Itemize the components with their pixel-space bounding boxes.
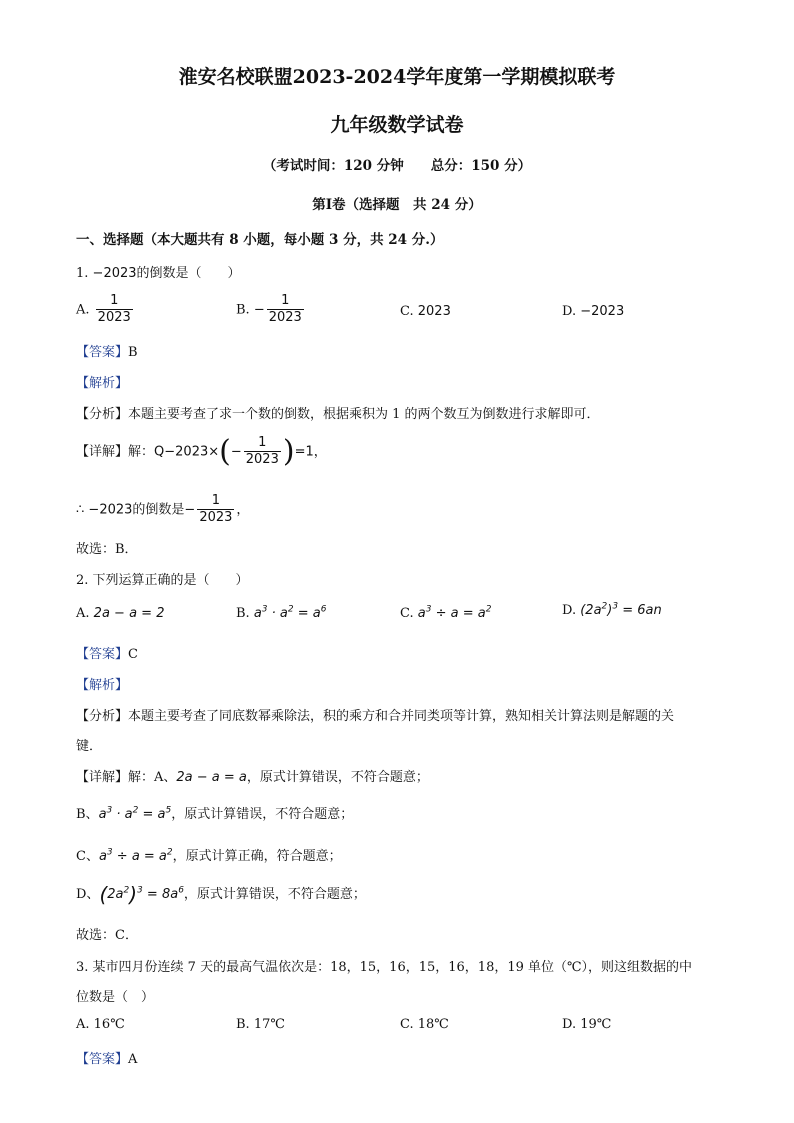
question-expr: −2023 <box>92 266 137 281</box>
q1-option-c <box>400 304 451 319</box>
expr: $a^3 \cdot a^2 = a^5$ <box>98 805 172 822</box>
q1-option-d <box>562 304 624 319</box>
denominator: 2023 <box>97 309 131 325</box>
answer-tag: 【答案】 <box>76 647 129 662</box>
exam-subtitle: 九年级数学试卷 <box>330 114 464 136</box>
q1-analysis-tag: 【解析】 <box>76 376 129 391</box>
q2-option-a <box>76 606 164 621</box>
question-text: 的倒数是（ ） <box>136 266 241 281</box>
question-1-stem <box>76 262 241 281</box>
therefore-symbol: ∴ <box>76 502 85 518</box>
q1-option-a <box>76 294 135 326</box>
q3-option-c: C. 18℃ <box>400 1017 449 1032</box>
option-expr: 2a − a = 2 <box>93 606 165 621</box>
answer-value: B <box>128 345 138 360</box>
numerator: 1 <box>281 293 290 308</box>
section-heading: 一、选择题（本大题共有 8 小题，每小题 3 分，共 24 分.） <box>76 232 444 248</box>
minus-sign: − <box>253 302 265 318</box>
option-label: A. <box>76 606 90 621</box>
q1-fenxi <box>76 403 600 422</box>
expr-left: −2023× <box>164 444 220 460</box>
fenxi-text: 本题主要考查了同底数幂乘除法，积的乘方和合并同类项等计算，熟知相关计算法则是解题的关 <box>128 709 675 724</box>
answer-tag: 【答案】 <box>76 1052 129 1067</box>
minus-sign: − <box>184 502 196 518</box>
q2-option-d <box>562 603 662 618</box>
q2-detail-a <box>76 766 429 785</box>
q2-fenxi <box>76 705 674 724</box>
option-label: D. <box>562 603 577 618</box>
q2-analysis-tag: 【解析】 <box>76 678 129 693</box>
punct: ， <box>236 502 250 518</box>
q2-detail-d <box>76 883 366 905</box>
question-3-stem-cont: 位数是（ ） <box>76 990 155 1005</box>
answer-value: C <box>128 647 138 662</box>
q3-answer <box>76 1048 137 1067</box>
option-value: 2023 <box>417 304 451 319</box>
detail-tag: 【详解】 <box>76 444 129 460</box>
option-label: A. <box>76 302 90 318</box>
text: ，原式计算错误，不符合题意； <box>183 887 366 902</box>
q1-conclusion <box>76 494 249 526</box>
numerator: 1 <box>110 293 119 308</box>
q3-option-b: B. 17℃ <box>236 1017 285 1032</box>
option-label: C. <box>400 304 414 319</box>
expr: $a^3 \div a = a^2$ <box>98 847 173 864</box>
fraction <box>197 494 234 526</box>
option-label: B. <box>236 302 250 318</box>
option-expr: $a^3 \div a = a^2$ <box>417 604 492 621</box>
detail-prefix: 解： <box>128 444 155 460</box>
question-text: 下列运算正确的是（ ） <box>92 573 249 588</box>
fraction <box>267 294 304 326</box>
fraction <box>244 436 281 468</box>
q2-detail-b <box>76 803 353 822</box>
numerator: 1 <box>258 435 267 450</box>
minus-sign: − <box>230 444 242 460</box>
option-expr: $a^3 \cdot a^2 = a^6$ <box>253 604 327 621</box>
because-symbol: Q <box>154 444 165 460</box>
expr: −2023 <box>88 502 133 518</box>
question-number: 1. <box>76 266 89 281</box>
answer-tag: 【答案】 <box>76 345 129 360</box>
question-number: 2. <box>76 573 89 588</box>
q1-detail <box>76 433 327 469</box>
fenxi-text: 本题主要考查了求一个数的倒数，根据乘积为 1 的两个数互为倒数进行求解即可． <box>128 407 600 422</box>
fenxi-tag: 【分析】 <box>76 709 129 724</box>
q1-option-b <box>236 294 306 326</box>
option-expr-tail: = 6an <box>622 603 662 618</box>
expr: 2a − a = a <box>176 770 247 785</box>
question-number: 3. <box>76 960 89 975</box>
answer-value: A <box>128 1052 138 1067</box>
q2-option-c <box>400 606 491 621</box>
q2-choice: 故选：C． <box>76 928 138 943</box>
detail-tag: 【详解】 <box>76 770 129 785</box>
denominator: 2023 <box>199 509 233 525</box>
text: 的倒数是 <box>132 502 185 518</box>
option-label: C. <box>400 606 414 621</box>
denominator: 2023 <box>268 309 302 325</box>
text: ，原式计算正确，符合题意； <box>172 849 342 864</box>
denominator: 2023 <box>245 451 279 467</box>
expr-right: =1 <box>294 444 314 460</box>
part-heading: 第Ⅰ卷（选择题 共 24 分） <box>312 197 482 213</box>
q1-answer <box>76 341 138 360</box>
text: ，原式计算错误，不符合题意； <box>171 807 354 822</box>
text: ，原式计算错误，不符合题意； <box>246 770 429 785</box>
option-label: D. <box>562 304 577 319</box>
option-expr: $(2a^2)^3$ <box>580 601 619 618</box>
q1-choice: 故选：B． <box>76 542 138 557</box>
detail-prefix: D、 <box>76 887 100 902</box>
exam-info: （考试时间：120 分钟 总分：150 分） <box>262 158 532 174</box>
detail-prefix: C、 <box>76 849 99 864</box>
fenxi-tag: 【分析】 <box>76 407 129 422</box>
question-3-stem <box>76 956 692 975</box>
question-text: 某市四月份连续 7 天的最高气温依次是：18，15，16，15，16，18，19 单位（℃），则这组数据的中 <box>92 960 693 975</box>
q2-answer <box>76 643 138 662</box>
detail-prefix: 解：A、 <box>128 770 177 785</box>
exam-title: 淮安名校联盟2023-2024学年度第一学期模拟联考 <box>178 66 616 88</box>
fraction <box>96 294 133 326</box>
numerator: 1 <box>211 493 221 508</box>
paren-left: ( <box>219 433 231 469</box>
q3-option-d: D. 19℃ <box>562 1017 612 1032</box>
option-label: B. <box>236 606 250 621</box>
q2-fenxi-cont: 键． <box>76 739 103 754</box>
q2-option-b <box>236 606 327 621</box>
q3-option-a: A. 16℃ <box>76 1017 125 1032</box>
punct: ， <box>313 444 327 460</box>
q2-detail-c <box>76 845 342 864</box>
detail-prefix: B、 <box>76 807 99 822</box>
paren-right: ) <box>282 433 295 469</box>
option-value: −2023 <box>580 304 625 319</box>
question-2-stem <box>76 569 249 588</box>
expr: $(2a^2)^3 = 8a^6$ <box>99 882 184 907</box>
